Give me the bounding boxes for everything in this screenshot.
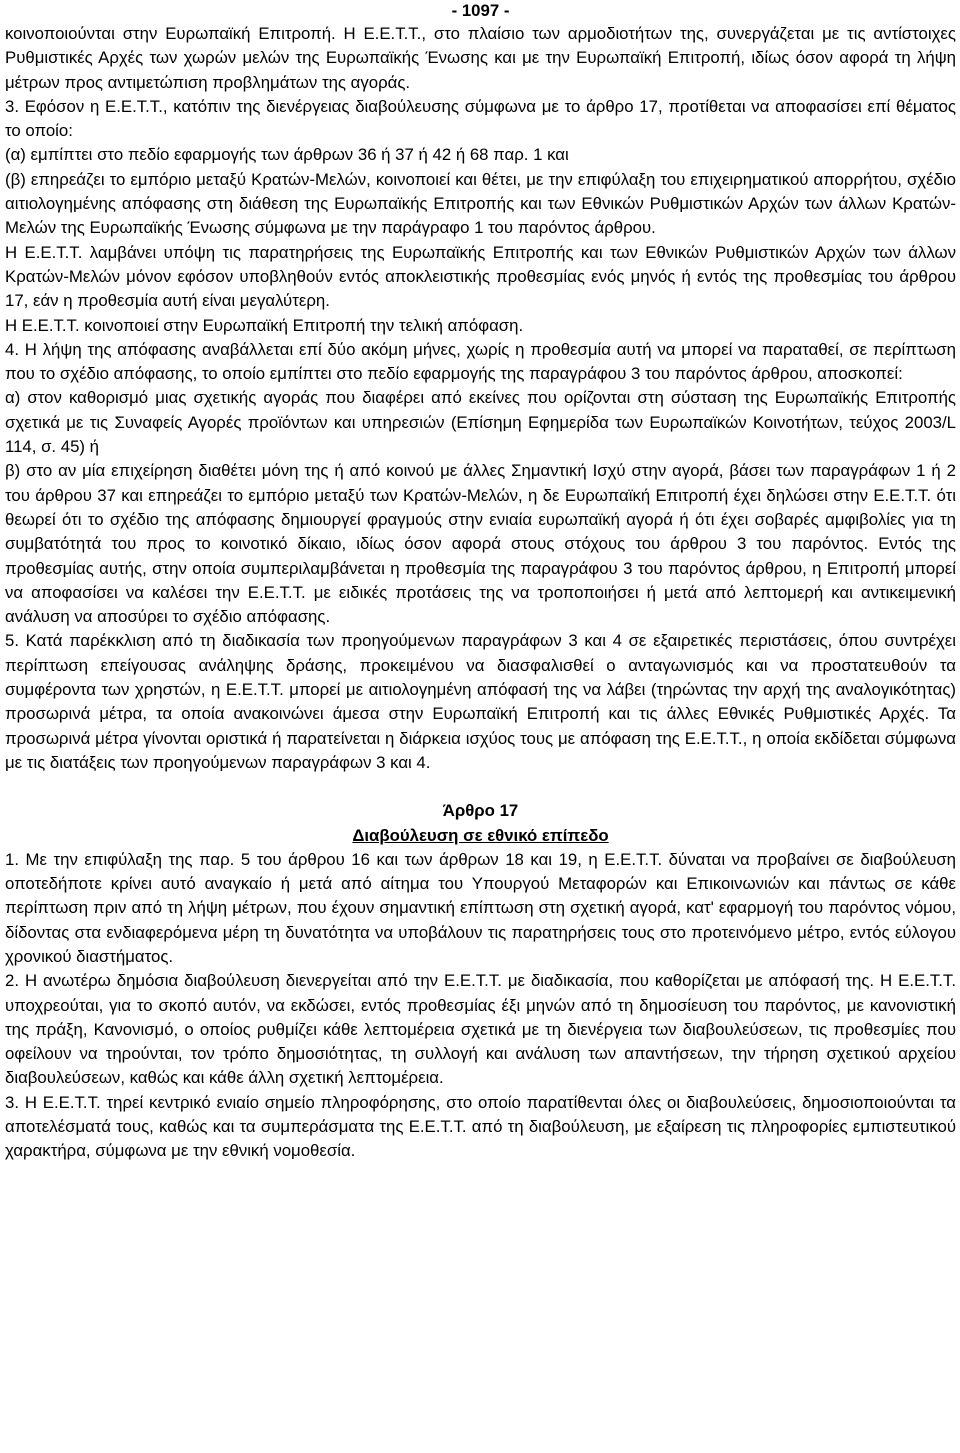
paragraph-3: 3. Εφόσον η Ε.Ε.Τ.Τ., κατόπιν της διενέργειας διαβούλευσης σύμφωνα με το άρθρο 17, προτίθεται να αποφασίσει επί θέματος το οποίο: [5,96,956,141]
paragraph-4-item-b: β) στο αν μία επιχείρηση διαθέτει μόνη της ή από κοινού με άλλες Σημαντική Ισχύ στην αγορά, βάσει των παραγράφων 1 ή 2 του άρθρου 37 και επηρεάζει το εμπόριο μεταξύ των Κρατών-Μελών, η δε Ευρωπαϊκή Επιτροπή έχει δηλώσει στην Ε.Ε.Τ.Τ. ότι θεωρεί ότι το σχέδιο της απόφασης δημιουργεί φραγμούς στην ενιαία ευρωπαϊκή αγορά ή ότι έχει σοβαρές αμφιβολίες για τη συμβατότητά του προς το κοινοτικό δίκαιο, ιδίως όσον αφορά στους στόχους του άρθρου 3 του παρόντος. Εντός της προθεσμίας αυτής, στην οποία συμπεριλαμβάνεται η προθεσμία της παραγράφου 3 του παρόντος άρθρου, η Επιτροπή μπορεί να αποφασίσει να καλέσει την Ε.Ε.Τ.Τ. με ειδικές προτάσεις της να τροποποιήσει ή μετά από λεπτομερή και αντικειμενική ανάλυση να αποσύρει το σχέδιο απόφασης. [5,461,956,627]
paragraph-5: 5. Κατά παρέκκλιση από τη διαδικασία των προηγούμενων παραγράφων 3 και 4 σε εξαιρετικές περιστάσεις, όπου συντρέχει περίπτωση επείγουσας ανάληψης δράσης, προκειμένου να διασφαλισθεί ο ανταγωνισμός και να προστατευθούν τα συμφέροντα των χρηστών, η Ε.Ε.Τ.Τ. μπορεί με αιτιολογημένη απόφασή της να λάβει (τηρώντας την αρχή της αναλογικότητας) προσωρινά μέτρα, τα οποία ανακοινώνει άμεσα στην Ευρωπαϊκή Επιτροπή και τις άλλες Εθνικές Ρυθμιστικές Αρχές. Τα προσωρινά μέτρα γίνονται οριστικά ή παρατείνεται η διάρκεια ισχύος τους με απόφαση της Ε.Ε.Τ.Τ., η οποία εκδίδεται σύμφωνα με τις διατάξεις των προηγούμενων παραγράφων 3 και 4. [5,631,956,772]
article-17-paragraph-3: 3. Η Ε.Ε.Τ.Τ. τηρεί κεντρικό ενιαίο σημείο πληροφόρησης, στο οποίο παρατίθενται όλες οι διαβουλεύσεις, δημοσιοποιούνται τα αποτελέσματά τους, καθώς και τα συμπεράσματα της Ε.Ε.Τ.Τ. από τη διαβούλευση, με εξαίρεση τις πληροφορίες εμπιστευτικού χαρακτήρα, σύμφωνα με την εθνική νομοθεσία. [5,1092,956,1161]
article-17-paragraph-2: 2. Η ανωτέρω δημόσια διαβούλευση διενεργείται από την Ε.Ε.Τ.Τ. με διαδικασία, που καθορίζεται με απόφασή της. Η Ε.Ε.Τ.Τ. υποχρεούται, για το σκοπό αυτόν, να εκδώσει, εντός προθεσμίας έξι μηνών από τη δημοσίευση του παρόντος, με κανονιστική της πράξη, Κανονισμό, ο οποίος ρυθμίζει κάθε λεπτομέρεια σχετικά με τη διενέργεια των διαβουλεύσεων, τις προθεσμίες που οφείλουν να τηρούνται, τον τρόπο δημοσιότητας, τη συλλογή και ανάλυση των απαντήσεων, την τήρηση σχετικού αρχείου διαβουλεύσεων, καθώς και κάθε άλλη σχετική λεπτομέρεια. [5,971,956,1088]
paragraph-continuation: κοινοποιούνται στην Ευρωπαϊκή Επιτροπή. Η Ε.Ε.Τ.Τ., στο πλαίσιο των αρμοδιοτήτων της, συνεργάζεται με τις αντίστοιχες Ρυθμιστικές Αρχές των χωρών μελών της Ευρωπαϊκής Ένωσης και με την Ευρωπαϊκή Επιτροπή, ιδίως όσον αφορά τη λήψη μέτρων προς αντιμετώπιση προβλημάτων της αγοράς. [5,24,956,92]
paragraph-3-comments: Η Ε.Ε.Τ.Τ. λαμβάνει υπόψη τις παρατηρήσεις της Ευρωπαϊκής Επιτροπής και των Εθνικών Ρυθμιστικών Αρχών των άλλων Κρατών-Μελών μόνον εφόσον υποβληθούν εντός αποκλειστικής προθεσμίας ενός μηνός ή εντός της προθεσμίας του άρθρου 17, εάν η προθεσμία αυτή είναι μεγαλύτερη. [5,242,956,311]
article-title: Άρθρο 17 [442,801,519,821]
paragraph-3-final-decision: Η Ε.Ε.Τ.Τ. κοινοποιεί στην Ευρωπαϊκή Επιτροπή την τελική απόφαση. [5,315,524,335]
body-top [5,22,956,775]
paragraph-4: 4. Η λήψη της απόφασης αναβάλλεται επί δύο ακόμη μήνες, χωρίς η προθεσμία αυτή να μπορεί να παραταθεί, σε περίπτωση που το σχέδιο απόφασης, το οποίο εμπίπτει στο πεδίο εφαρμογής της παραγράφου 3 του παρόντος άρθρου, αποσκοπεί: [5,339,956,384]
body-bottom [5,848,956,1164]
section-spacer [5,775,956,799]
paragraph-3-item-b: (β) επηρεάζει το εμπόριο μεταξύ Κρατών-Μελών, κοινοποιεί και θέτει, με την επιφύλαξη του επιχειρηματικού απορρήτου, σχέδιο αιτιολογημένης απόφασης στη διάθεση της Ευρωπαϊκής Επιτροπής και των Εθνικών Ρυθμιστικών Αρχών των άλλων Κρατών-Μελών της Ευρωπαϊκής Ένωσης σύμφωνα με την παράγραφο 1 του παρόντος άρθρου. [5,169,956,238]
article-17-paragraph-1: 1. Με την επιφύλαξη της παρ. 5 του άρθρου 16 και των άρθρων 18 και 19, η Ε.Ε.Τ.Τ. δύναται να προβαίνει σε διαβούλευση οποτεδήποτε κρίνει αυτό αναγκαίο ή μετά από αίτημα του Υπουργού Μεταφορών και Επικοινωνιών και πάντως σε κάθε περίπτωση πριν από τη λήψη μέτρων, που έχουν σημαντική επίπτωση στη σχετική αγορά, κατ' εφαρμογή του παρόντος νόμου, δίδοντας στα ενδιαφερόμενα μέρη τη δυνατότητα να υποβάλουν τις παρατηρήσεις τους στο προτεινόμενο μέτρο, εντός εύλογου χρονικού διαστήματος. [5,849,956,966]
paragraph-3-item-a: (α) εμπίπτει στο πεδίο εφαρμογής των άρθρων 36 ή 37 ή 42 ή 68 παρ. 1 και [5,145,569,165]
page-number: - 1097 - [451,1,510,20]
article-subtitle: Διαβούλευση σε εθνικό επίπεδο [352,825,609,845]
paragraph-4-item-a: α) στον καθορισμό μιας σχετικής αγοράς που διαφέρει από εκείνες που ορίζονται στη σύσταση της Ευρωπαϊκής Επιτροπής σχετικά με τις Συναφείς Αγορές προϊόντων και υπηρεσιών (Επίσημη Εφημερίδα των Ευρωπαϊκών Κοινοτήτων, τεύχος 2003/L 114, σ. 45) ή [5,388,956,457]
